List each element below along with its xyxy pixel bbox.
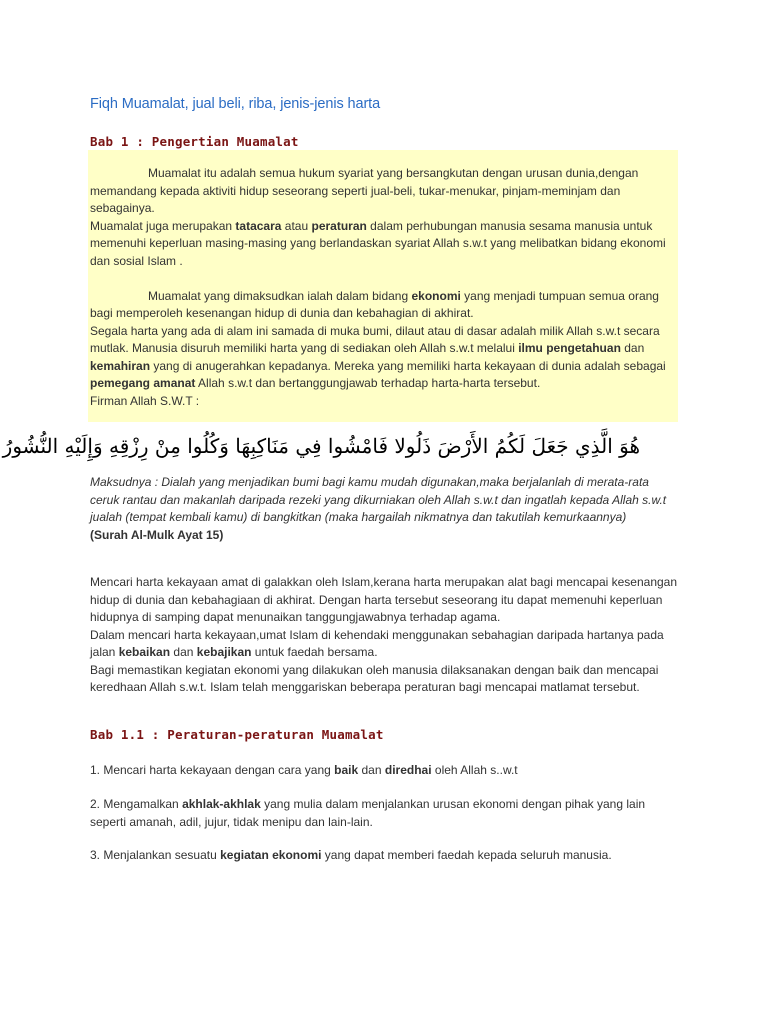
bold-term: ekonomi [411, 288, 461, 303]
bold-term: pemegang amanat [90, 376, 196, 390]
paragraph-kebaikan: Dalam mencari harta kekayaan,umat Islam di kehendaki menggunakan sebahagian daripada hartanya pada jalan kebaikan dan kebajikan untuk faedah bersama. [90, 627, 664, 659]
bold-term: kebajikan [196, 645, 252, 659]
highlighted-block [88, 150, 678, 422]
list-item: 2. Mengamalkan akhlak-akhlak yang mulia dalam menjalankan urusan ekonomi dengan pihak yang lain seperti amanah, adil, jujur, tidak menipu dan lain-lain. [90, 797, 646, 829]
list-item: 1. Mencari harta kekayaan dengan cara yang baik dan diredhai oleh Allah s..w.t [90, 763, 518, 777]
surah-reference: (Surah Al-Mulk Ayat 15) [90, 527, 224, 542]
paragraph-peraturan: Bagi memastikan kegiatan ekonomi yang dilakukan oleh manusia dilaksanakan dengan baik dan mencapai keredhaan Allah s.w.t. Islam telah menggariskan beberapa peraturan bagi mencapai matlamat tersebut. [90, 662, 659, 694]
page-title: Fiqh Muamalat, jual beli, riba, jenis-jenis harta [90, 96, 381, 112]
bold-term: kegiatan ekonomi [220, 848, 322, 862]
translation-block [90, 474, 680, 544]
bold-term: ilmu pengetahuan [518, 341, 621, 355]
bold-term: kebaikan [118, 645, 171, 659]
paragraph-tatacara: Muamalat juga merupakan tatacara atau peraturan dalam perhubungan manusia sesama manusia untuk memenuhi keperluan masing-masing yang berlandaskan syariat Allah s.w.t yang melibatkan bidang ekonomi dan sosial Islam . [90, 218, 666, 268]
list-item: 3. Menjalankan sesuatu kegiatan ekonomi yang dapat memberi faedah kepada seluruh manusia. [90, 848, 612, 862]
paragraph-harta: Segala harta yang ada di alam ini samada di muka bumi, dilaut atau di dasar adalah milik Allah s.w.t secara mutlak. Manusia disuruh memiliki harta yang di sediakan oleh Allah s.w.t melalui ilmu pengetahuan dan kemahiran yang di anugerahkan kepadanya. Mereka yang memiliki harta kekayaan di dunia adalah sebagai pemegang amanat Allah s.w.t dan bertanggungjawab terhadap harta-harta tersebut. [90, 323, 666, 390]
bold-term: akhlak-akhlak [182, 797, 261, 811]
quran-verse: هُوَ الَّذِي جَعَلَ لَكُمُ الأَرْضَ ذَلُولا فَامْشُوا فِي مَنَاكِبِهَا وَكُلُوا مِنْ رِزْقِهِ وَإِلَيْهِ النُّشُورُ [2, 434, 640, 458]
section-heading-bab-1: Bab 1 : Pengertian Muamalat [90, 134, 299, 149]
bold-term: diredhai [384, 763, 432, 777]
paragraph-ekonomi: Muamalat yang dimaksudkan ialah dalam bidang ekonomi yang menjadi tumpuan semua orang bagi memperoleh kesenangan hidup di dunia dan kebahagian di akhirat. [90, 288, 659, 320]
bold-term: baik [334, 763, 359, 777]
section-heading-bab-1-1: Bab 1.1 : Peraturan-peraturan Muamalat [90, 727, 384, 742]
translation-text: Maksudnya : Dialah yang menjadikan bumi bagi kamu mudah digunakan,maka berjalanlah di merata-rata ceruk rantau dan makanlah daripada rezeki yang dikurniakan oleh Allah s.w.t dan ingatlah kepada Allah s.w.t jualah (tempat kembali kamu) di bangkitkan (maka hargailah nikmatnya dan takutilah kemurkaannya) [90, 475, 667, 524]
firman-label: Firman Allah S.W.T : [90, 393, 200, 408]
bold-term: tatacara [235, 218, 282, 233]
paragraph-definition: Muamalat itu adalah semua hukum syariat yang bersangkutan dengan urusan dunia,dengan memandang kepada aktiviti hidup seseorang seperti jual-beli, tukar-menukar, pinjam-meminjam dan sebagainya. [90, 166, 639, 215]
bold-term: kemahiran [90, 358, 151, 373]
bold-term: peraturan [311, 218, 367, 233]
body-section [90, 574, 680, 697]
paragraph-mencari-harta: Mencari harta kekayaan amat di galakkan oleh Islam,kerana harta merupakan alat bagi mencapai kesenangan hidup di dunia dan kebahagiaan di akhirat. Dengan harta tersebut seseorang itu dapat memenuhi keperluan hidupnya di samping dapat menunaikan tanggungjawabnya terhadap agama. [90, 575, 678, 624]
